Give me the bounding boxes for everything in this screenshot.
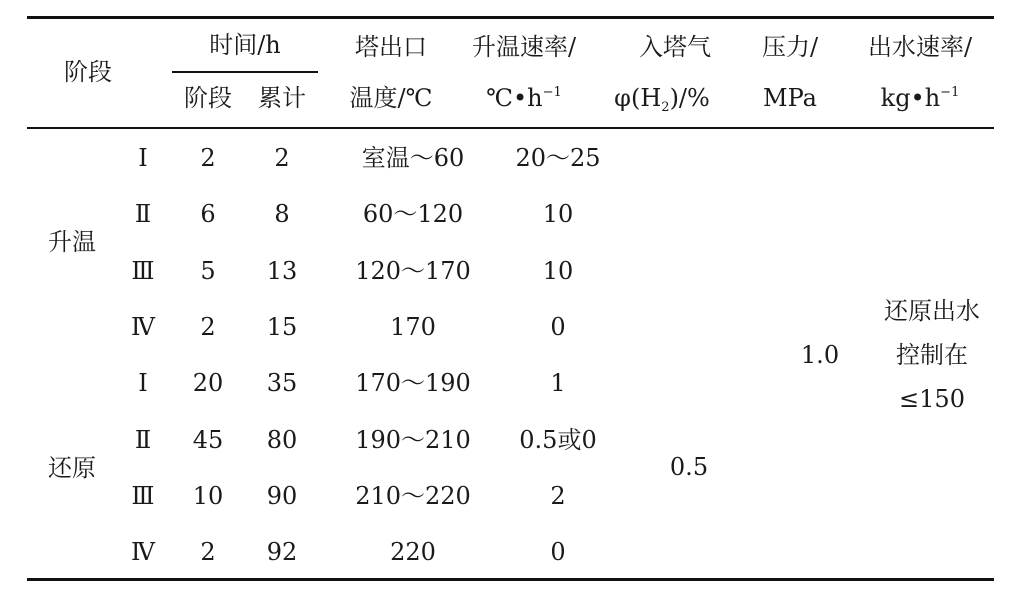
stage-hours-cell: 2 (200, 313, 216, 341)
rate-cell: 10 (542, 257, 574, 285)
header-water-line2: $kg•h^{-1}$ (880, 84, 960, 112)
temperature-cell: 室温～60 (361, 144, 465, 172)
rate-cell: 0.5或0 (519, 426, 597, 454)
rate-cell: 2 (550, 482, 566, 510)
header-temp-line2: 温度/℃ (349, 84, 433, 112)
group-reduction-label: 还原 (48, 454, 96, 482)
stage-hours-cell: 20 (192, 369, 224, 397)
header-pressure-line1: 压力/ (761, 33, 819, 61)
step-cell: Ⅰ (138, 144, 148, 172)
total-hours-cell: 15 (266, 313, 298, 341)
header-rate-line2: $℃•h^{-1}$ (486, 84, 562, 112)
header-h2-line2: $\varphi(H_2)/\%$ (614, 84, 710, 115)
header-time-group: 时间/h (209, 31, 281, 59)
time-group-rule (172, 71, 318, 73)
total-hours-cell: 35 (266, 369, 298, 397)
total-hours-cell: 92 (266, 538, 298, 566)
header-stage: 阶段 (64, 58, 112, 86)
total-hours-cell: 90 (266, 482, 298, 510)
step-cell: Ⅰ (138, 369, 148, 397)
stage-hours-cell: 10 (192, 482, 224, 510)
rate-cell: 0 (550, 313, 566, 341)
stage-hours-cell: 2 (200, 538, 216, 566)
bottom-rule (27, 578, 994, 581)
top-rule (27, 16, 994, 19)
header-time-stage: 阶段 (184, 84, 232, 112)
step-cell: Ⅱ (134, 200, 152, 228)
step-cell: Ⅳ (131, 538, 155, 566)
stage-hours-cell: 6 (200, 200, 216, 228)
rate-cell: 10 (542, 200, 574, 228)
temperature-cell: 170 (390, 313, 436, 341)
temperature-cell: 170～190 (355, 369, 471, 397)
step-cell: Ⅳ (131, 313, 155, 341)
rate-cell: 1 (550, 369, 566, 397)
rate-cell: 0 (550, 538, 566, 566)
temperature-cell: 220 (390, 538, 436, 566)
total-hours-cell: 13 (266, 257, 298, 285)
header-rule (27, 127, 994, 129)
group-heating-label: 升温 (48, 228, 96, 256)
stage-hours-cell: 2 (200, 144, 216, 172)
pressure-merged-cell: 1.0 (800, 341, 840, 369)
header-time-total: 累计 (258, 84, 306, 112)
water-note-line1: 还原出水 (884, 297, 980, 325)
header-h2-line1: 入塔气 (639, 33, 711, 61)
temperature-cell: 210～220 (355, 482, 471, 510)
stage-hours-cell: 45 (192, 426, 224, 454)
temperature-cell: 60～120 (362, 200, 464, 228)
total-hours-cell: 2 (274, 144, 290, 172)
header-rate-line1: 升温速率/ (471, 33, 577, 61)
water-note-line3: ≤150 (899, 385, 965, 413)
step-cell: Ⅲ (131, 257, 155, 285)
header-temp-line1: 塔出口 (355, 33, 427, 61)
rate-cell: 20～25 (515, 144, 601, 172)
stage-hours-cell: 5 (200, 257, 216, 285)
total-hours-cell: 80 (266, 426, 298, 454)
h2-fraction-merged-cell: 0.5 (669, 453, 709, 481)
temperature-cell: 120～170 (355, 257, 471, 285)
header-pressure-line2: MPa (763, 84, 817, 112)
header-water-line1: 出水速率/ (867, 33, 973, 61)
temperature-cell: 190～210 (355, 426, 471, 454)
water-note-line2: 控制在 (896, 341, 968, 369)
step-cell: Ⅲ (131, 482, 155, 510)
total-hours-cell: 8 (274, 200, 290, 228)
step-cell: Ⅱ (134, 426, 152, 454)
